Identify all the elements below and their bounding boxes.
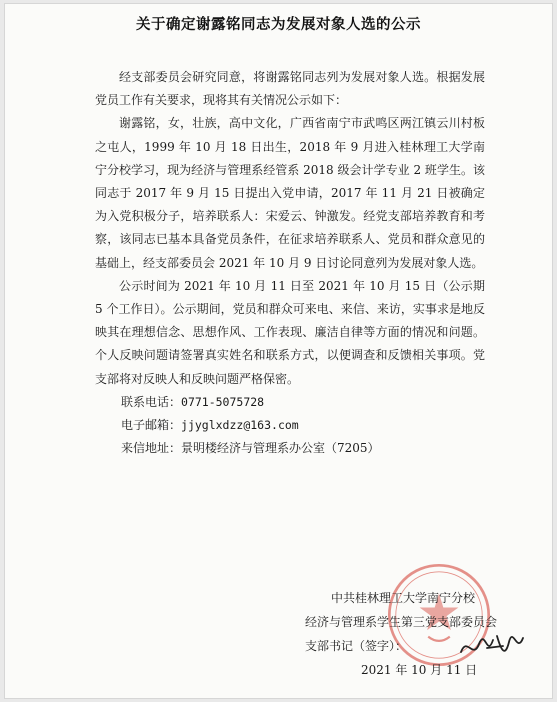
candidate-info-paragraph: 谢露铭，女，壮族，高中文化，广西省南宁市武鸣区两江镇云川村板之屯人，1999 年 10 月 18 日出生，2018 年 9 月进入桂林理工大学南宁分校学习，现为经济与管理系经管系 2018 级会计学专业 2 班学生。该同志于 2017 年 9 月 15 日提出入党申请，2017 年 11 月 21 日被确定为入党积极分子，培养联系人：宋爱云、钟激发。经党支部培养教育和考察，该同志已基本具备党员条件，在征求培养联系人、党员和群众意见的基础上，经支部委员会 2021 年 10 月 9 日讨论同意列为发展对象人选。 — [95, 116, 485, 270]
document-body — [95, 66, 485, 460]
contact-phone — [95, 391, 485, 414]
document-page — [4, 3, 553, 699]
signing-organization: 中共桂林理工大学南宁分校 — [331, 591, 476, 605]
email-value: jjyglxdzz@163.com — [181, 418, 299, 433]
signing-date: 2021 年 10 月 11 日 — [361, 663, 478, 677]
signing-committee: 经济与管理系学生第三党支部委员会 — [305, 615, 498, 629]
phone-label: 联系电话： — [121, 394, 182, 409]
phone-value: 0771-5075728 — [181, 394, 265, 409]
address-label: 来信地址： — [121, 441, 182, 456]
notice-period-paragraph: 公示时间为 2021 年 10 月 11 日至 2021 年 10 月 15 日（公示期 5 个工作日）。公示期间，党员和群众可来电、来信、来访，实事求是地反映其在理想信念、思想作风、工作表现、廉洁自律等方面的情况和问题。个人反映问题请签署真实姓名和联系方式，以便调查和反馈相关事项。党支部将对反映人和反映问题严格保密。 — [95, 278, 485, 386]
address-value: 景明楼经济与管理系办公室（7205） — [181, 441, 380, 456]
intro-paragraph: 经支部委员会研究同意，将谢露铭同志列为发展对象人选。根据发展党员工作有关要求，现将其有关情况公示如下： — [95, 70, 485, 108]
secretary-signature-label: 支部书记（签字）： — [305, 639, 408, 653]
document-title: 关于确定谢露铭同志为发展对象人选的公示 — [136, 16, 421, 33]
handwritten-signature-icon — [457, 630, 527, 664]
contact-address — [95, 437, 485, 460]
contact-email — [95, 414, 485, 437]
email-label: 电子邮箱： — [121, 418, 182, 433]
